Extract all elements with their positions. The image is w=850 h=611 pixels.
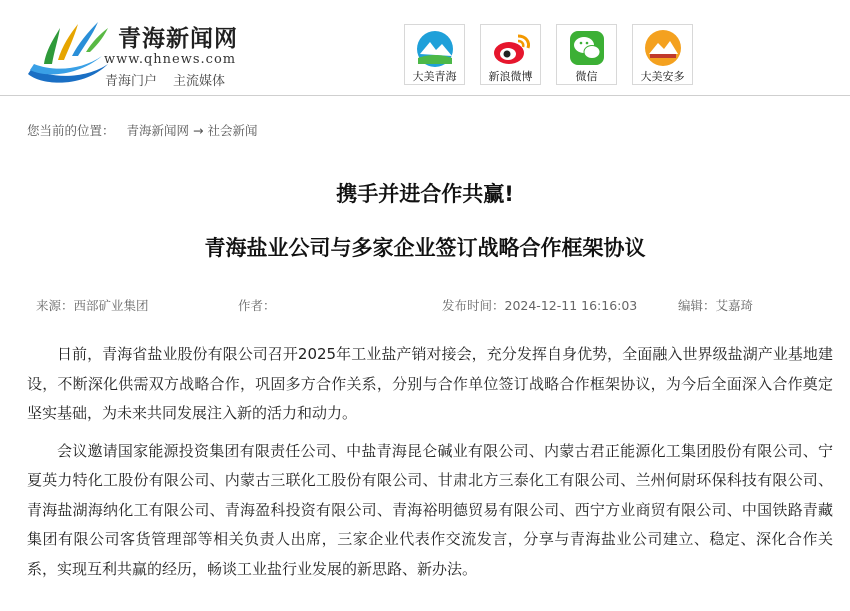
sina-weibo-icon: [488, 28, 534, 68]
article-title-line1: 携手并进合作共赢!: [336, 182, 514, 206]
site-header: [0, 0, 850, 95]
sina-weibo-link[interactable]: [480, 24, 541, 85]
breadcrumb-arrow: →: [193, 123, 204, 138]
daimei-qinghai-link[interactable]: [404, 24, 465, 85]
article-author: 作者：: [238, 298, 276, 313]
article-editor: 编辑：艾嘉琦: [678, 298, 754, 313]
breadcrumb-home-link[interactable]: 青海新闻网: [126, 123, 190, 138]
site-logo-icon[interactable]: [22, 12, 112, 88]
daimei-anduo-icon: [640, 28, 686, 68]
breadcrumb: [27, 121, 257, 139]
slogan-media: 主流媒体: [173, 74, 226, 89]
header-divider: [0, 95, 850, 96]
article-paragraph: 日前，青海省盐业股份有限公司召开2025年工业盐产销对接会，充分发挥自身优势，全面融入世界级盐湖产业基地建设，不断深化供需双方战略合作，巩固多方合作关系，分别与合作单位签订战略合作框架协议，为今后全面深入合作奠定坚实基础，为未来共同发展注入新的活力和动力。: [27, 345, 833, 422]
breadcrumb-section-link[interactable]: 社会新闻: [207, 123, 258, 138]
article-body: [27, 340, 833, 592]
slogan-portal: 青海门户: [105, 74, 158, 89]
article-paragraph: 会议邀请国家能源投资集团有限责任公司、中盐青海昆仑碱业有限公司、内蒙古君正能源化工集团股份有限公司、宁夏英力特化工股份有限公司、内蒙古三联化工股份有限公司、甘肃北方三泰化工有限公司、兰州何尉环保科技有限公司、青海盐湖海纳化工有限公司、青海盈科投资有限公司、青海裕明德贸易有限公司、西宁方业商贸有限公司、中国铁路青藏集团有限公司客货管理部等相关负责人出席，三家企业代表作交流发言，分享与青海盐业公司建立、稳定、深化合作关系，实现互利共赢的经历，畅谈工业盐行业发展的新思路、新办法。: [27, 441, 833, 578]
article-source: 来源：西部矿业集团: [36, 298, 149, 313]
daimei-anduo-link[interactable]: [632, 24, 693, 85]
daimei-qinghai-icon: [412, 28, 458, 68]
site-slogan: [105, 70, 241, 89]
icon-label-daimei-anduo: 大美安多: [640, 70, 685, 83]
site-name[interactable]: 青海新闻网: [118, 26, 238, 52]
icon-label-wechat: 微信: [575, 70, 598, 83]
breadcrumb-prefix: 您当前的位置：: [27, 123, 115, 138]
icon-label-sina-weibo: 新浪微博: [488, 70, 533, 83]
wechat-icon: [564, 28, 610, 68]
wechat-link[interactable]: [556, 24, 617, 85]
article-title-line2: 青海盐业公司与多家企业签订战略合作框架协议: [204, 236, 646, 260]
site-url: www.qhnews.com: [104, 52, 237, 67]
article-publish-time: 发布时间：2024-12-11 16:16:03: [442, 298, 638, 313]
icon-label-daimei-qinghai: 大美青海: [412, 70, 457, 83]
